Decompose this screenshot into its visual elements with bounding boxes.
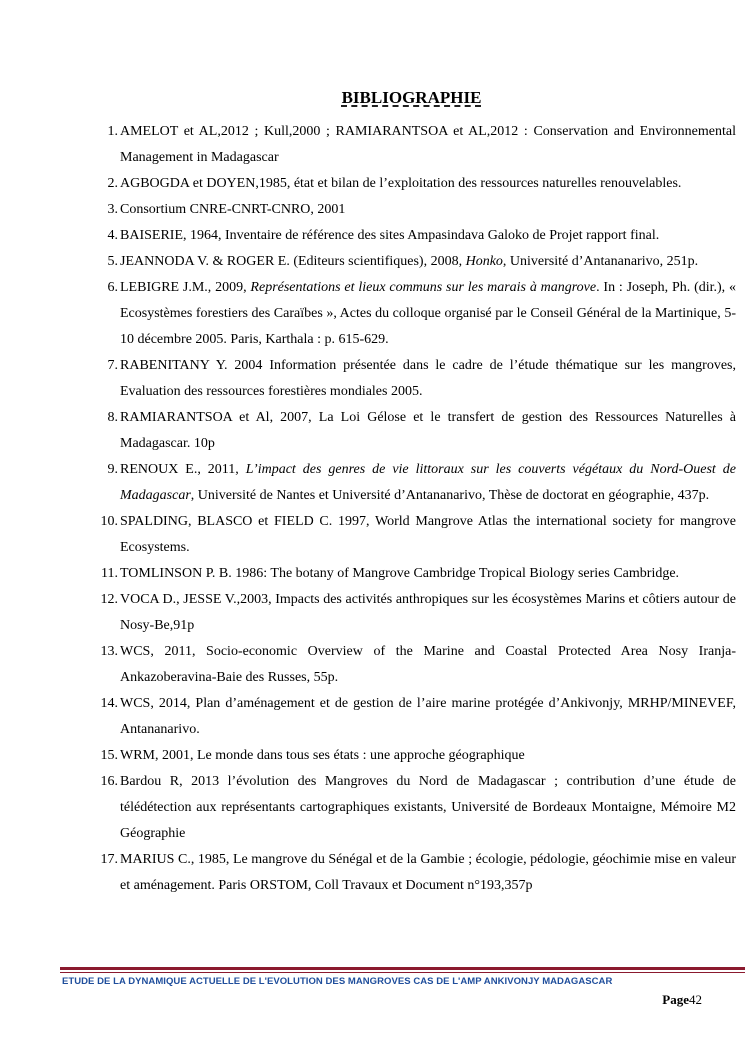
page-title: BIBLIOGRAPHIE [341, 88, 482, 107]
bibliography-entry [90, 457, 736, 509]
entry-text: AGBOGDA et DOYEN,1985, état et bilan de l’exploitation des ressources naturelles renouvelables. [120, 176, 682, 191]
bibliography-entry [90, 249, 736, 275]
footer-rule-thin [60, 972, 745, 973]
entry-text: WCS, 2014, Plan d’aménagement et de gestion de l’aire marine protégée d’Ankivonjy, MRHP/MINEVEF, Antananarivo. [120, 696, 736, 737]
bibliography-entry [90, 691, 736, 743]
entry-number: 14. [100, 696, 118, 711]
entry-number: 4. [107, 228, 118, 243]
entry-text: Bardou R, 2013 l’évolution des Mangroves du Nord de Madagascar ; contribution d’une étude de télédétection aux représentants cartographiques existants, Université de Bordeaux Montaigne, Mémoire M2 Géographie [120, 774, 736, 841]
entry-italic-title: Représentations et lieux communs sur les marais à mangrove [250, 280, 597, 295]
entry-number: 9. [107, 462, 118, 477]
entry-number: 17. [100, 852, 118, 867]
bibliography-entry [90, 587, 736, 639]
bibliography-entry [90, 509, 736, 561]
entry-text: Consortium CNRE-CNRT-CNRO, 2001 [120, 202, 346, 217]
entry-number: 12. [100, 592, 118, 607]
footer-title: ETUDE DE LA DYNAMIQUE ACTUELLE DE L'EVOLUTION DES MANGROVES CAS DE L'AMP ANKIVONJY MADAGASCAR [62, 976, 613, 987]
bibliography-entry [90, 769, 736, 847]
entry-text: AMELOT et AL,2012 ; Kull,2000 ; RAMIARANTSOA et AL,2012 : Conservation and Environnemental Management in Madagascar [120, 124, 736, 165]
entry-italic-title: Honko [465, 254, 503, 269]
entry-number: 7. [107, 358, 118, 373]
bibliography-entry [90, 119, 736, 171]
entry-text: , Université de Nantes et Université d’Antananarivo, Thèse de doctorat en géographie, 437p. [190, 488, 710, 503]
page-label: Page [662, 992, 689, 1007]
entry-text: . In : Joseph, Ph. (dir.), « Ecosystèmes forestiers des Caraïbes », Actes du colloque organisé par le Conseil Général de la Martinique, 5-10 décembre 2005. Paris, Karthala : p. 615-629. [120, 280, 736, 347]
entry-text: BAISERIE, 1964, Inventaire de référence des sites Ampasindava Galoko de Projet rapport final. [120, 228, 660, 243]
entry-number: 13. [100, 644, 118, 659]
entry-text: TOMLINSON P. B. 1986: The botany of Mangrove Cambridge Tropical Biology series Cambridge. [120, 566, 680, 581]
entry-number: 2. [107, 176, 118, 191]
entry-number: 10. [100, 514, 118, 529]
footer-rule [60, 967, 745, 970]
bibliography-entry [90, 405, 736, 457]
bibliography-entry [90, 639, 736, 691]
bibliography-list [90, 119, 736, 899]
entry-number: 16. [100, 774, 118, 789]
entry-text: WRM, 2001, Le monde dans tous ses états : une approche géographique [120, 748, 525, 763]
entry-number: 11. [101, 566, 118, 581]
bibliography-entry [90, 353, 736, 405]
entry-number: 1. [107, 124, 118, 139]
entry-number: 3. [107, 202, 118, 217]
entry-text: JEANNODA V. & ROGER E. (Editeurs scientifiques), 2008, [120, 254, 466, 269]
bibliography-entry [90, 171, 736, 197]
bibliography-entry [90, 223, 736, 249]
entry-text: RABENITANY Y. 2004 Information présentée dans le cadre de l’étude thématique sur les mangroves, Evaluation des ressources forestières mondiales 2005. [120, 358, 736, 399]
entry-text: , Université d’Antananarivo, 251p. [502, 254, 699, 269]
entry-number: 5. [107, 254, 118, 269]
entry-text: LEBIGRE J.M., 2009, [120, 280, 251, 295]
entry-text: RAMIARANTSOA et Al, 2007, La Loi Gélose et le transfert de gestion des Ressources Naturelles à Madagascar. 10p [120, 410, 736, 451]
page-number [662, 992, 702, 1008]
bibliography-entry [90, 561, 736, 587]
entry-number: 6. [107, 280, 118, 295]
bibliography-entry [90, 847, 736, 899]
page-number-value: 42 [689, 992, 702, 1007]
entry-text: VOCA D., JESSE V.,2003, Impacts des activités anthropiques sur les écosystèmes Marins et côtiers autour de Nosy-Be,91p [120, 592, 736, 633]
page-title-wrap [0, 88, 745, 108]
entry-text: SPALDING, BLASCO et FIELD C. 1997, World Mangrove Atlas the international society for mangrove Ecosystems. [120, 514, 736, 555]
entry-italic-title: L’impact des genres de vie littoraux sur les couverts végétaux du Nord-Ouest de Madagascar [120, 462, 736, 503]
entry-number: 8. [107, 410, 118, 425]
bibliography-entry [90, 275, 736, 353]
bibliography-entry [90, 743, 736, 769]
entry-text: MARIUS C., 1985, Le mangrove du Sénégal et de la Gambie ; écologie, pédologie, géochimie mise en valeur et aménagement. Paris ORSTOM, Coll Travaux et Document n°193,357p [120, 852, 736, 893]
bibliography-entry [90, 197, 736, 223]
entry-text: RENOUX E., 2011, [120, 462, 246, 477]
entry-text: WCS, 2011, Socio-economic Overview of the Marine and Coastal Protected Area Nosy Iranja-Ankazoberavina-Baie des Russes, 55p. [120, 644, 736, 685]
entry-number: 15. [100, 748, 118, 763]
